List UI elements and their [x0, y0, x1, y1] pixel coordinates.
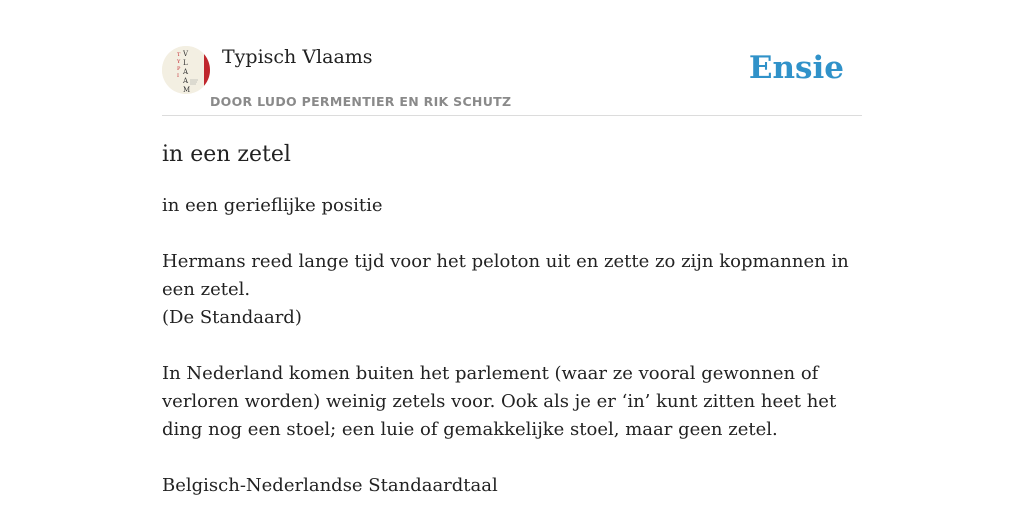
- collection-title[interactable]: Typisch Vlaams: [222, 46, 373, 68]
- svg-text:A: A: [183, 68, 189, 76]
- svg-text:A: A: [183, 77, 189, 85]
- entry-example: [162, 248, 862, 332]
- svg-text:I: I: [177, 73, 179, 79]
- entry-category: Belgisch-Nederlandse Standaardtaal: [162, 475, 498, 496]
- authors-byline: DOOR LUDO PERMENTIER EN RIK SCHUTZ: [210, 94, 512, 109]
- svg-text:Y: Y: [177, 59, 181, 65]
- example-text: Hermans reed lange tijd voor het peloton uit en zette zo zijn kopmannen in een zetel.: [162, 251, 849, 300]
- svg-text:T: T: [177, 52, 181, 58]
- entry-definition: in een gerieflijke positie: [162, 195, 383, 216]
- svg-text:V: V: [183, 50, 189, 58]
- svg-text:P: P: [177, 66, 181, 72]
- book-cover-icon: [162, 46, 210, 94]
- svg-text:L: L: [183, 59, 188, 67]
- collection-avatar-icon[interactable]: [162, 46, 210, 94]
- brand-logo[interactable]: Ensie: [748, 50, 844, 86]
- entry-note: In Nederland komen buiten het parlement (waar ze vooral gewonnen of verloren worden) weinig zetels voor. Ook als je er ‘in’ kunt zitten heet het ding nog een stoel; een luie of gemakkelijke stoel, maar geen zetel.: [162, 363, 837, 440]
- svg-text:M: M: [183, 86, 191, 94]
- example-source: (De Standaard): [162, 307, 302, 328]
- entry-title: in een zetel: [162, 142, 291, 167]
- entry-content: [162, 140, 862, 500]
- collection-header: [162, 40, 862, 116]
